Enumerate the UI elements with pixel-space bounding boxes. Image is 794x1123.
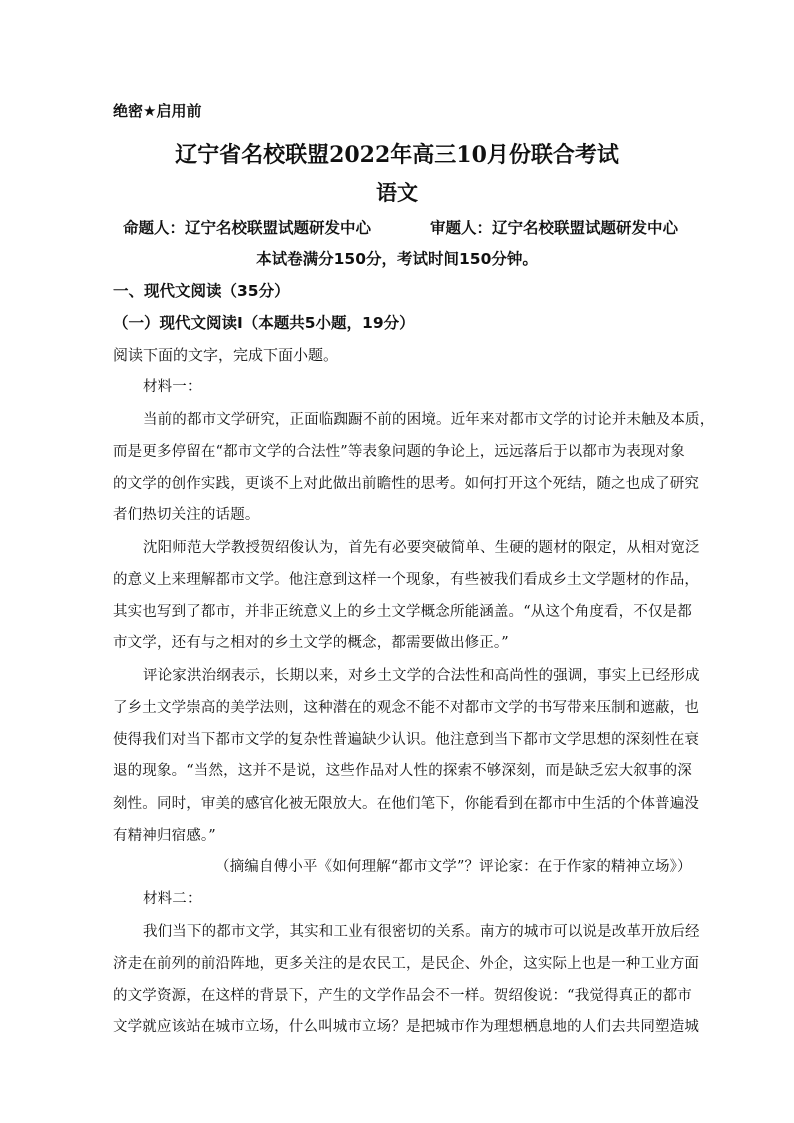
material-1-line: 沈阳师范大学教授贺绍俊认为，首先有必要突破简单、生硬的题材的限定，从相对宽泛 (143, 540, 700, 556)
section-heading-reading-1: （一）现代文阅读Ⅰ（本题共5小题，19分） (113, 314, 415, 332)
material-1-line: 的意义上来理解都市文学。他注意到这样一个现象，有些被我们看成乡土文学题材的作品， (113, 572, 699, 588)
material-2-label: 材料二： (143, 891, 202, 907)
reading-instruction: 阅读下面的文字，完成下面小题。 (113, 346, 339, 364)
section-heading-part1: 一、现代文阅读（35分） (113, 282, 290, 300)
material-1-line: 使得我们对当下都市文学的复杂性普遍缺少认识。他注意到当下都市文学思想的深刻性在衰 (113, 732, 699, 748)
material-1-line: 当前的都市文学研究，正面临踟蹰不前的困境。近年来对都市文学的讨论并未触及本质， (143, 412, 715, 428)
material-1-line: 了乡土文学崇高的美学法则，这种潜在的观念不能不对都市文学的书写带来压制和遮蔽，也 (113, 700, 699, 716)
material-1-line: 的文学的创作实践，更谈不上对此做出前瞻性的思考。如何打开这个死结，随之也成了研究 (113, 476, 699, 492)
material-2-line: 我们当下的都市文学，其实和工业有很密切的关系。南方的城市可以说是改革开放后经 (143, 924, 700, 940)
setter-line: 命题人：辽宁名校联盟试题研发中心 (123, 219, 372, 237)
score-time-line: 本试卷满分150分，考试时间150分钟。 (256, 250, 538, 268)
material-1-line: 而是更多停留在“都市文学的合法性”等表象问题的争论上，远远落后于以都市为表现对象 (113, 444, 685, 460)
material-1-line: 刻性。同时，审美的感官化被无限放大。在他们笔下，你能看到在都市中生活的个体普遍没 (113, 796, 699, 812)
material-1-line: 退的现象。“当然，这并不是说，这些作品对人性的探索不够深刻，而是缺乏宏大叙事的深 (113, 763, 692, 779)
material-1-line: 市文学，还有与之相对的乡土文学的概念，都需要做出修正。” (113, 635, 509, 651)
material-1-line: 者们热切关注的话题。 (113, 507, 260, 523)
material-1-line: 有精神归宿感。” (113, 828, 216, 844)
confidential-label: 绝密★启用前 (113, 102, 202, 120)
material-1-label: 材料一： (143, 379, 202, 395)
material-1-source: （摘编自傅小平《如何理解“都市文学”？评论家：在于作家的精神立场》） (215, 859, 692, 875)
material-2-line: 文学就应该站在城市立场，什么叫城市立场？是把城市作为理想栖息地的人们去共同塑造城 (113, 1019, 699, 1035)
reviewer-line: 审题人：辽宁名校联盟试题研发中心 (430, 219, 679, 237)
material-2-line: 济走在前列的前沿阵地，更多关注的是农民工，是民企、外企，这实际上也是一种工业方面 (113, 956, 699, 972)
subject-title: 语文 (376, 180, 418, 205)
material-1-line: 评论家洪治纲表示，长期以来，对乡土文学的合法性和高尚性的强调，事实上已经形成 (143, 668, 700, 684)
material-2-line: 的文学资源，在这样的背景下，产生的文学作品会不一样。贺绍俊说：“我觉得真正的都市 (113, 988, 692, 1004)
exam-title: 辽宁省名校联盟2022年高三10月份联合考试 (175, 142, 619, 168)
material-1-line: 其实也写到了都市，并非正统意义上的乡土文学概念所能涵盖。“从这个角度看，不仅是都 (113, 604, 692, 620)
